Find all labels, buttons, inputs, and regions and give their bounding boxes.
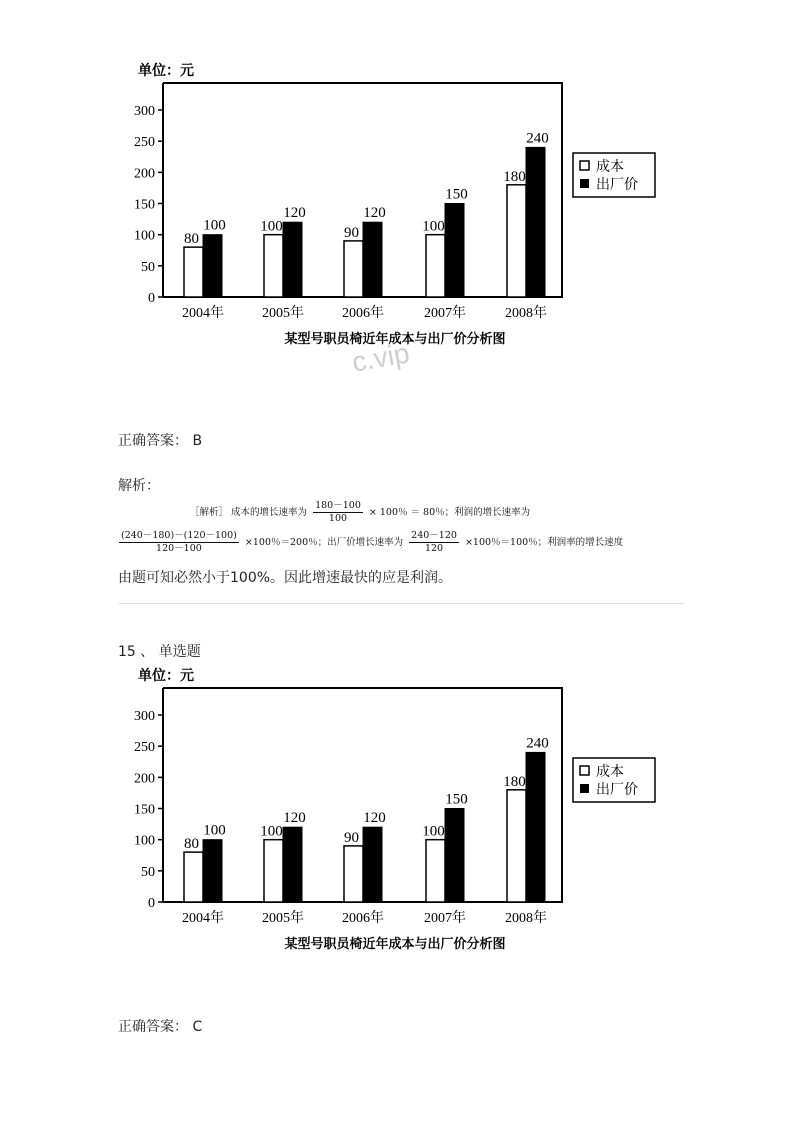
x-tick-label: 2004年 — [182, 911, 224, 926]
data-label-price: 100 — [203, 822, 226, 839]
data-label-cost: 180 — [503, 168, 526, 185]
x-tick-label: 2006年 — [342, 911, 384, 926]
watermark: c.vip — [349, 337, 412, 378]
solution-text-1b: × 100％ ＝ 80％；利润的增长速率为 — [368, 507, 531, 518]
data-label-price: 150 — [445, 186, 468, 203]
solution-text-2a: ×100％＝200％；出厂价增长速率为 — [244, 537, 404, 548]
conclusion-text: 由题可知必然小于100%。因此增速最快的应是利润。 — [118, 570, 453, 586]
bar-chart-2 — [0, 660, 800, 960]
fraction-1-numerator: 180－100 — [315, 500, 361, 511]
bar-cost — [264, 235, 283, 297]
solution-line-2 — [116, 530, 623, 555]
data-label-price: 120 — [363, 205, 386, 222]
bar-cost — [426, 235, 445, 297]
fraction-2-denominator: 120－100 — [156, 543, 202, 554]
x-tick-label: 2008年 — [505, 306, 547, 321]
y-tick-label: 300 — [134, 709, 155, 724]
bar-cost — [426, 840, 445, 902]
chart-caption: 某型号职员椅近年成本与出厂价分析图 — [284, 937, 506, 952]
x-tick-label: 2004年 — [182, 306, 224, 321]
solution-text-1a: 成本的增长速率为 — [231, 507, 308, 518]
solution-text-2b: ×100％＝100％；利润率的增长速度 — [464, 537, 624, 548]
legend-label-price: 出厂价 — [596, 783, 638, 798]
legend-swatch-price — [580, 179, 589, 188]
data-label-cost: 80 — [184, 231, 199, 248]
bar-cost — [344, 846, 363, 902]
y-tick-label: 200 — [134, 166, 155, 182]
bar-price — [363, 222, 382, 297]
bar-price — [283, 222, 302, 297]
data-label-cost: 80 — [184, 836, 199, 853]
fraction-2 — [119, 530, 239, 555]
bar-price — [203, 235, 222, 297]
bar-cost — [264, 840, 283, 902]
data-label-price: 240 — [526, 130, 549, 147]
unit-label: 单位：元 — [138, 668, 194, 684]
fraction-3-denominator: 120 — [424, 543, 444, 554]
y-tick-label: 0 — [148, 896, 155, 911]
y-tick-label: 100 — [134, 833, 155, 849]
data-label-cost: 90 — [344, 224, 359, 241]
x-tick-label: 2005年 — [262, 911, 304, 926]
legend-label-price: 出厂价 — [596, 178, 638, 193]
data-label-price: 150 — [445, 791, 468, 808]
y-tick-label: 50 — [141, 259, 155, 275]
data-label-cost: 90 — [344, 829, 359, 846]
unit-label: 单位：元 — [138, 63, 194, 79]
data-label-price: 120 — [363, 810, 386, 827]
data-label-cost: 100 — [260, 823, 283, 840]
data-label-price: 100 — [203, 217, 226, 234]
data-label-cost: 100 — [422, 218, 445, 235]
legend-swatch-cost — [580, 161, 589, 170]
y-tick-label: 250 — [134, 135, 155, 151]
fraction-3-numerator: 240－120 — [411, 530, 457, 541]
bar-cost — [184, 247, 203, 297]
bar-price — [526, 147, 545, 297]
fraction-3 — [409, 530, 459, 555]
y-tick-label: 50 — [141, 864, 155, 880]
y-tick-label: 200 — [134, 771, 155, 787]
bar-cost — [184, 852, 203, 902]
analysis-label: 解析： — [118, 478, 160, 494]
bar-price — [445, 204, 464, 298]
data-label-price: 240 — [526, 735, 549, 752]
section-divider — [118, 603, 684, 604]
legend-swatch-cost — [580, 766, 589, 775]
bar-price — [283, 827, 302, 902]
bar-price — [445, 809, 464, 903]
y-tick-label: 0 — [148, 291, 155, 306]
question-15-title: 15 、 单选题 — [118, 644, 201, 660]
x-tick-label: 2006年 — [342, 306, 384, 321]
correct-answer-1: 正确答案： B — [118, 433, 203, 449]
solution-tag: ［解析］ — [190, 507, 229, 518]
legend-swatch-price — [580, 784, 589, 793]
y-tick-label: 150 — [134, 197, 155, 213]
bar-price — [526, 752, 545, 902]
data-label-cost: 100 — [422, 823, 445, 840]
data-label-price: 120 — [283, 205, 306, 222]
solution-line-1 — [190, 500, 530, 525]
chart-caption: 某型号职员椅近年成本与出厂价分析图 — [284, 332, 506, 347]
bar-cost — [344, 241, 363, 297]
x-tick-label: 2007年 — [424, 911, 466, 926]
bar-chart-1 — [0, 55, 800, 355]
x-tick-label: 2005年 — [262, 306, 304, 321]
fraction-1 — [313, 500, 363, 525]
bar-price — [203, 840, 222, 902]
fraction-2-numerator: (240－180)－(120－100) — [121, 530, 237, 541]
data-label-cost: 100 — [260, 218, 283, 235]
fraction-1-denominator: 100 — [328, 513, 348, 524]
bar-price — [363, 827, 382, 902]
x-tick-label: 2007年 — [424, 306, 466, 321]
correct-answer-2: 正确答案： C — [118, 1019, 203, 1035]
x-tick-label: 2008年 — [505, 911, 547, 926]
bar-cost — [507, 185, 526, 297]
legend-label-cost: 成本 — [596, 160, 624, 175]
y-tick-label: 250 — [134, 740, 155, 756]
data-label-cost: 180 — [503, 773, 526, 790]
y-tick-label: 150 — [134, 802, 155, 818]
y-tick-label: 300 — [134, 104, 155, 119]
data-label-price: 120 — [283, 810, 306, 827]
y-tick-label: 100 — [134, 228, 155, 244]
bar-cost — [507, 790, 526, 902]
legend-label-cost: 成本 — [596, 765, 624, 780]
